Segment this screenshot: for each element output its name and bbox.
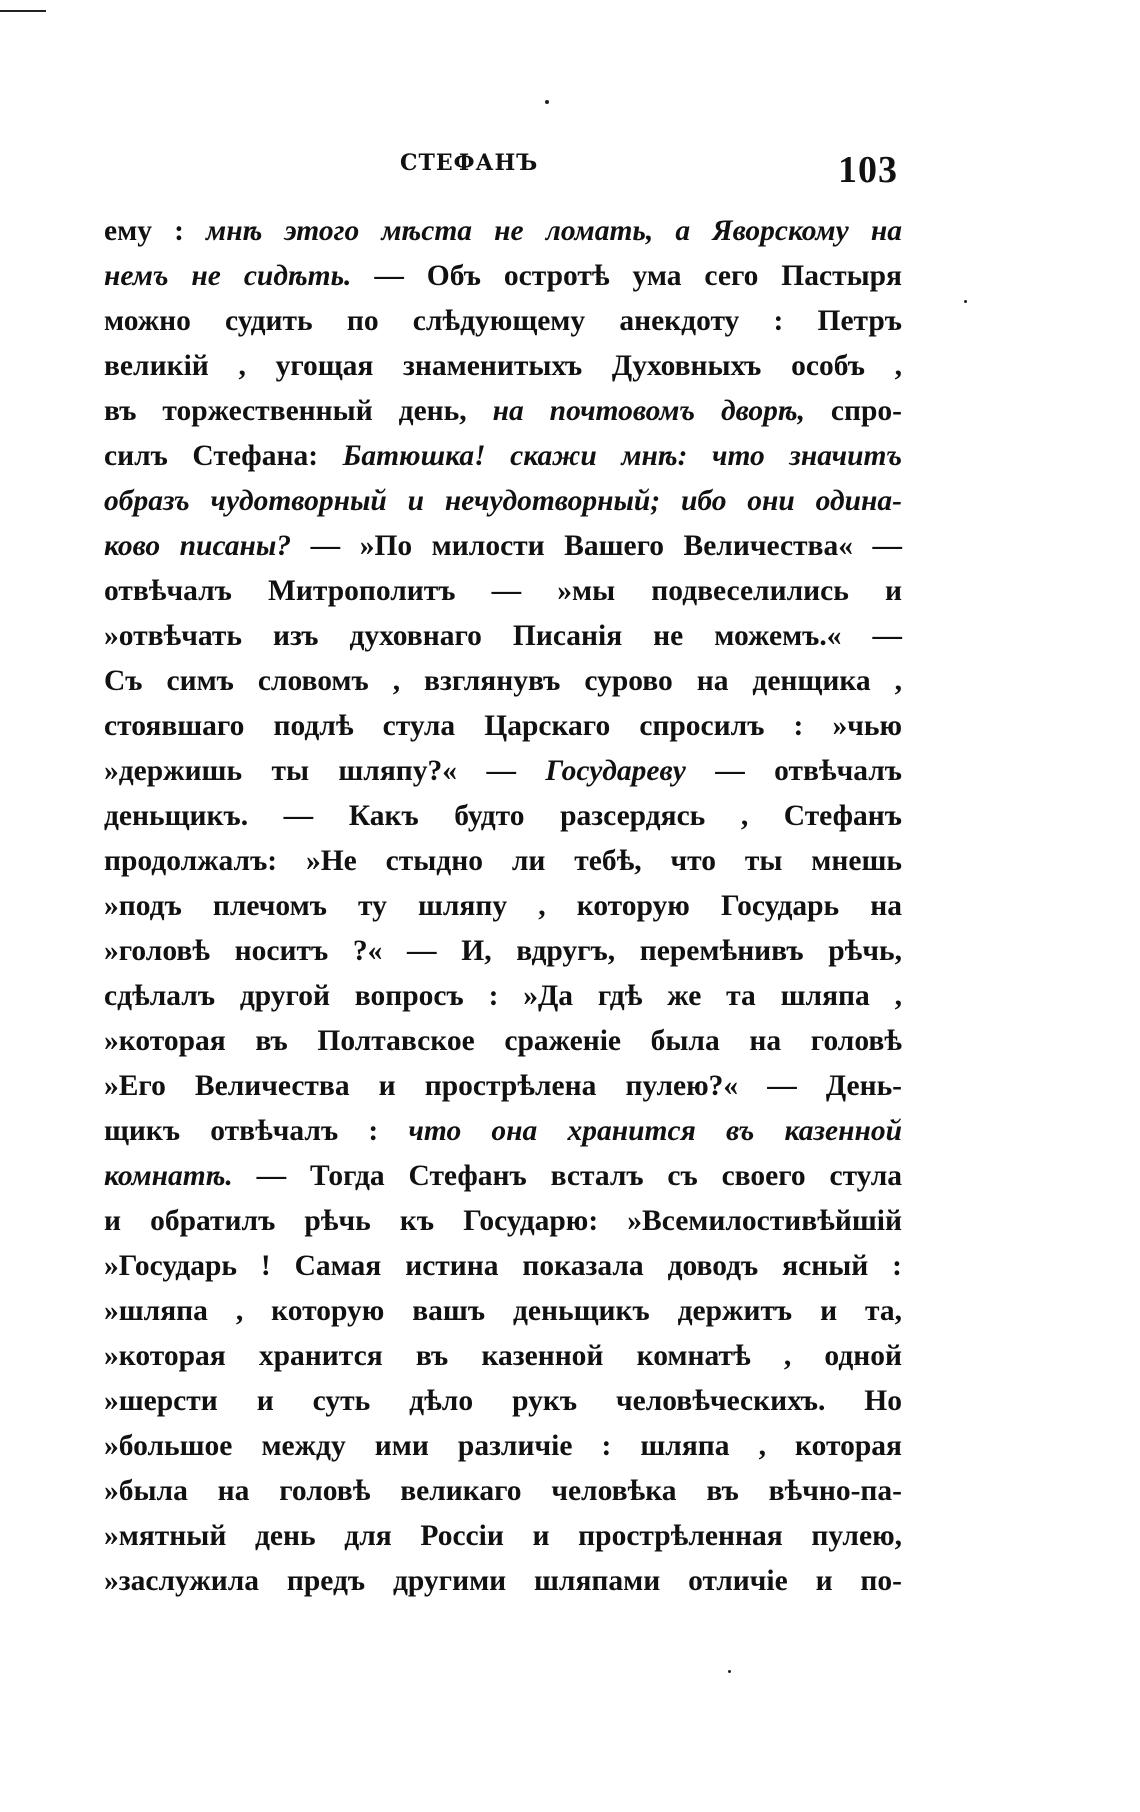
text-run: »шляпа , которую вашъ деньщикъ держитъ и та, [104,1295,902,1327]
italic-text: образъ чудотворный и нечудотворный; ибо они одина- [104,485,902,517]
text-line [104,659,902,704]
text-line [104,344,902,389]
text-run: »шерсти и суть дѣло рукъ человѣческихъ. Но [104,1385,902,1417]
italic-text: Батюшка! скажи мнѣ: что значитъ [342,440,902,472]
text-line [104,1559,902,1604]
text-line [104,614,902,659]
text-run: продолжалъ: »Не стыдно ли тебѣ, что ты мнешь [104,845,902,877]
text-run: ему : [104,215,207,247]
italic-text: что она хранится въ казенной [408,1115,902,1147]
text-run: спро- [804,395,902,427]
text-line [104,1199,902,1244]
text-line [104,749,902,794]
text-run: можно судить по слѣдующему анекдоту : Петръ [104,305,902,337]
text-line [104,794,902,839]
ink-speck [728,1670,731,1673]
text-run: и обратилъ рѣчь къ Государю: »Всемилостивѣйшій [104,1205,902,1237]
text-run: — »По милости Вашего Величества« — [291,530,902,562]
text-run: »была на головѣ великаго человѣка въ вѣчно-па- [104,1475,902,1507]
text-line [104,254,902,299]
text-line [104,1424,902,1469]
text-run: силъ Стефана: [104,440,343,472]
italic-text: Государеву [545,755,686,787]
text-run: »которая въ Полтавское сраженіе была на головѣ [104,1025,902,1057]
text-run: сдѣлалъ другой вопросъ : »Да гдѣ же та шляпа , [104,980,902,1012]
text-line [104,884,902,929]
text-run: Съ симъ словомъ , взглянувъ сурово на денщика , [104,665,902,697]
corner-rule [0,10,46,12]
text-line [104,974,902,1019]
text-line [104,209,902,254]
text-run: деньщикъ. — Какъ будто разсердясь , Стефанъ [104,800,902,832]
text-run: — Объ остротѣ ума сего Пастыря [351,260,902,292]
text-line [104,479,902,524]
text-line [104,299,902,344]
text-run: — Тогда Стефанъ всталъ съ своего стула [232,1160,902,1192]
text-run: »Его Величества и прострѣлена пулею?« — День- [104,1070,902,1102]
text-run: »держишь ты шляпу?« — [104,755,546,787]
text-line [104,569,902,614]
text-run: »которая хранится въ казенной комнатѣ , одной [104,1340,902,1372]
text-line [104,1019,902,1064]
text-line [104,1379,902,1424]
text-line [104,1289,902,1334]
text-line [104,1469,902,1514]
text-run: »Государь ! Самая истина показала доводъ ясный : [104,1250,902,1282]
text-line [104,1334,902,1379]
ink-speck [964,300,967,303]
text-line [104,1514,902,1559]
text-run: »головѣ носитъ ?« — И, вдругъ, перемѣнивъ рѣчь, [104,935,902,967]
text-run: »отвѣчать изъ духовнаго Писанія не можемъ.« — [104,620,902,652]
page-number: 103 [838,149,898,191]
text-line [104,1244,902,1289]
text-line [104,929,902,974]
text-line [104,389,902,434]
italic-text: немъ не сидѣть. [104,260,352,292]
italic-text: на почтовомъ дворѣ, [492,395,805,427]
text-run: отвѣчалъ Митрополитъ — »мы подвеселились и [104,575,902,607]
italic-text: комнатѣ. [104,1160,233,1192]
text-run: великій , угощая знаменитыхъ Духовныхъ особъ , [104,350,902,382]
text-line [104,524,902,569]
text-run: — отвѣчалъ [685,755,902,787]
running-head: СТЕФАНЪ [400,150,539,176]
text-run: въ торжественный день, [104,395,493,427]
italic-text: ково писаны? [104,530,292,562]
text-line [104,839,902,884]
text-line [104,1109,902,1154]
text-run: »мятный день для Россіи и прострѣленная пулею, [104,1520,902,1552]
text-run: »большое между ими различіе : шляпа , которая [104,1430,902,1462]
italic-text: мнѣ этого мѣста не ломать, а Яворскому на [206,215,902,247]
text-run: щикъ отвѣчалъ : [104,1115,409,1147]
text-run: »подъ плечомъ ту шляпу , которую Государь на [104,890,902,922]
text-line [104,434,902,479]
text-line [104,1154,902,1199]
text-line [104,1064,902,1109]
text-run: »заслужила предъ другими шляпами отличіе и по- [104,1565,902,1597]
text-line [104,704,902,749]
body-text [104,209,902,1604]
text-run: стоявшаго подлѣ стула Царскаго спросилъ : »чью [104,710,902,742]
ink-speck [545,100,549,104]
